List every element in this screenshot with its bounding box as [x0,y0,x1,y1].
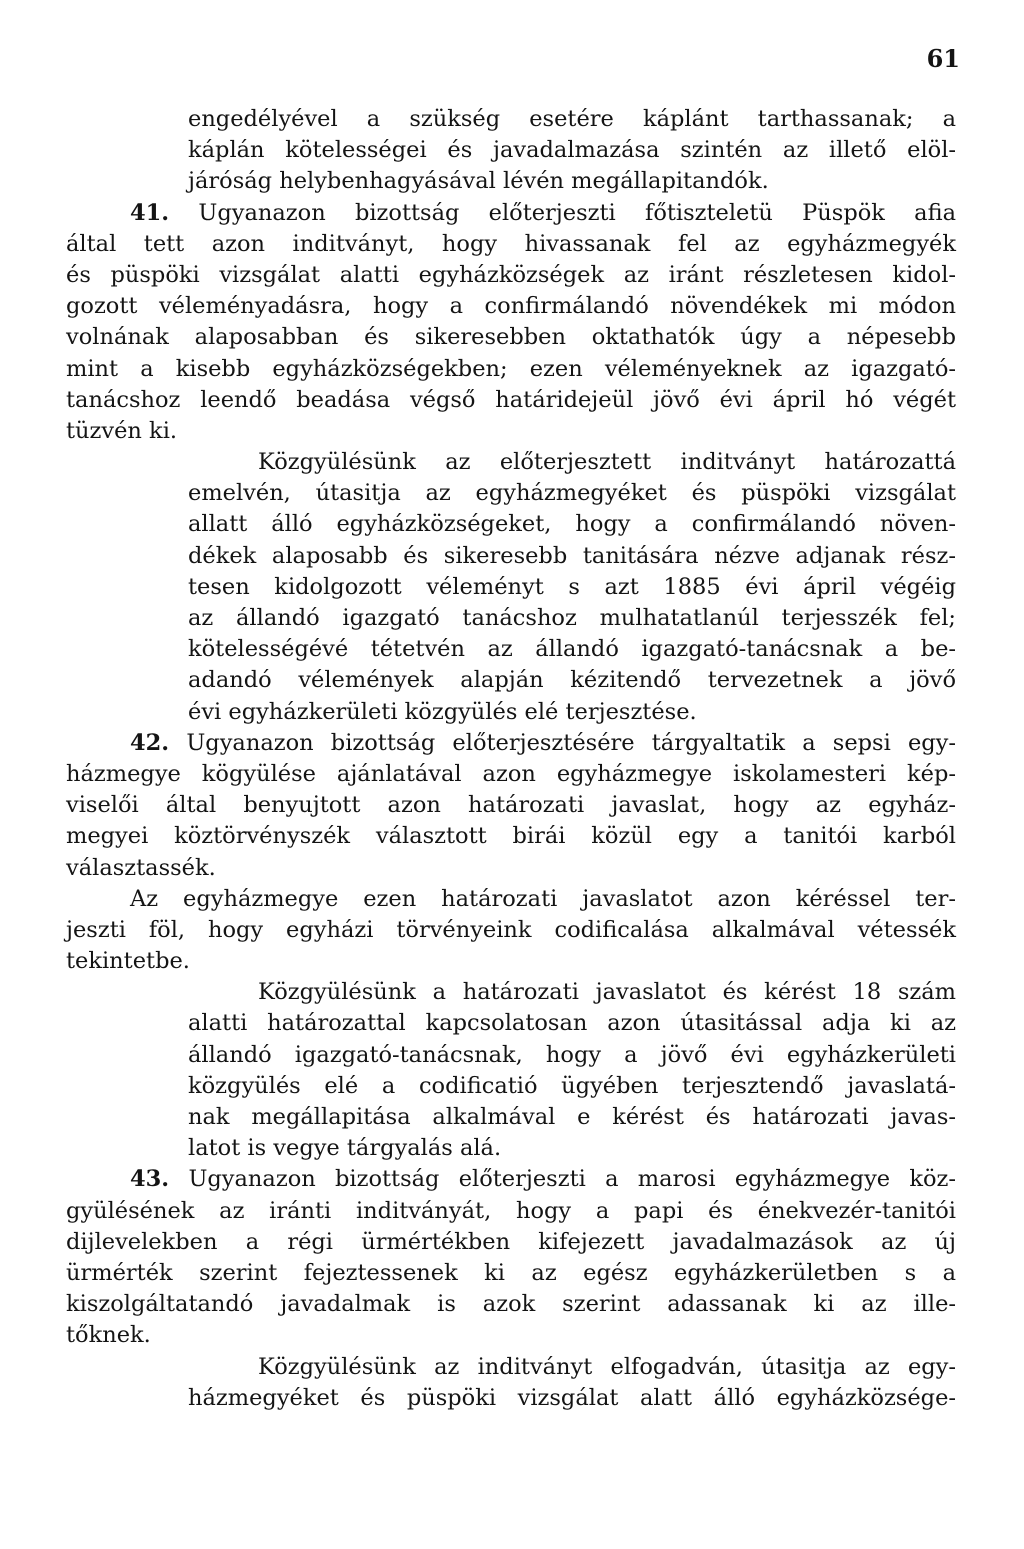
text-line: gozott véleményadásra, hogy a confirmálandó növendékek mi módon [66,293,956,320]
text-line: házmegye kögyülése ajánlatával azon egyházmegye iskolamesteri kép- [66,760,956,787]
text-line: állandó igazgató-tanácsnak, hogy a jövő évi egyházkerületi [188,1041,956,1068]
text-line: járóság helybenhagyásával lévén megállapitandók. [188,168,769,195]
text-line: tanácshoz leendő beadása végső határidejeül jövő évi ápril hó végét [66,386,956,413]
text-line: tekintetbe. [66,948,190,975]
text-line: házmegyéket és püspöki vizsgálat alatt álló egyházközsége- [188,1384,956,1411]
text-line: engedélyével a szükség esetére káplánt tarthassanak; a [188,106,956,132]
text-line: jeszti föl, hogy egyházi törvényeink codificalása alkalmával vétessék [66,916,956,943]
text-line: Közgyülésünk a határozati javaslatot és kérést 18 szám [258,979,956,1006]
text-line: gyülésének az iránti inditványát, hogy a papi és énekvezér-tanitói [66,1197,956,1224]
text-line: évi egyházkerületi közgyülés elé terjesztése. [188,698,697,725]
text-line: az állandó igazgató tanácshoz mulhatatlanúl terjesszék fel; [188,605,956,631]
text-line: dékek alaposabb és sikeresebb tanitására nézve adjanak rész- [188,542,956,569]
page-number: 61 [926,44,960,73]
text-line: viselői által benyujtott azon határozati javaslat, hogy az egyház- [66,792,956,819]
text-line: káplán kötelességei és javadalmazása szintén az illető elöl- [188,137,956,164]
text-line: latot is vegye tárgyalás alá. [188,1135,502,1162]
text-line: kiszolgáltatandó javadalmak is azok szerint adassanak ki az ille- [66,1291,956,1318]
text-line: és püspöki vizsgálat alatti egyházközségek az iránt részletesen kidol- [66,261,956,288]
text-line: tőknek. [66,1322,151,1349]
text-line: adandó vélemények alapján kézitendő tervezetnek a jövő [188,667,956,694]
section-41-first-line [66,198,956,229]
section-43-first-line [66,1164,956,1195]
text-line: ürmérték szerint fejeztessenek ki az egész egyházkerületben s a [66,1259,956,1286]
text-line: kötelességévé tétetvén az állandó igazgató-tanácsnak a be- [188,636,956,663]
text-line: megyei köztörvényszék választott birái közül egy a tanitói karból [66,823,956,850]
text-line: Közgyülésünk az előterjesztett inditványt határozattá [258,449,956,476]
text-line: által tett azon inditványt, hogy hivassanak fel az egyházmegyék [66,230,956,257]
text-line: Az egyházmegye ezen határozati javaslatot azon kéréssel ter- [130,885,956,912]
text-line: volnának alaposabban és sikeresebben oktathatók úgy a népesebb [66,324,956,351]
text-line: Ugyanazon bizottság előterjeszti főtiszteletü Püspök afia [198,199,956,226]
text-line: alatti határozattal kapcsolatosan azon útasitással adja ki az [188,1010,956,1037]
text-line: tüzvén ki. [66,417,178,444]
text-line: Ugyanazon bizottság előterjeszti a marosi egyházmegye köz- [188,1166,956,1193]
text-line: dijlevelekben a régi ürmértékben kifejezett javadalmazások az új [66,1228,956,1255]
text-line: emelvén, útasitja az egyházmegyéket és püspöki vizsgálat [188,480,956,507]
section-42-first-line [66,728,956,759]
section-number: 42. [130,729,170,756]
section-number: 41. [130,199,170,226]
text-line: Közgyülésünk az inditványt elfogadván, útasitja az egy- [258,1353,956,1380]
text-line: mint a kisebb egyházközségekben; ezen véleményeknek az igazgató- [66,355,956,382]
page-body [66,104,956,1414]
text-line: nak megállapitása alkalmával e kérést és határozati javas- [188,1104,956,1130]
text-line: választassék. [66,854,216,881]
text-line: tesen kidolgozott véleményt s azt 1885 évi ápril végéig [188,573,956,600]
text-line: allatt álló egyházközségeket, hogy a confirmálandó növen- [188,511,956,538]
text-line: közgyülés elé a codificatió ügyében terjesztendő javaslatá- [188,1072,956,1099]
text-line: Ugyanazon bizottság előterjesztésére tárgyaltatik a sepsi egy- [186,729,956,756]
section-number: 43. [130,1166,170,1193]
